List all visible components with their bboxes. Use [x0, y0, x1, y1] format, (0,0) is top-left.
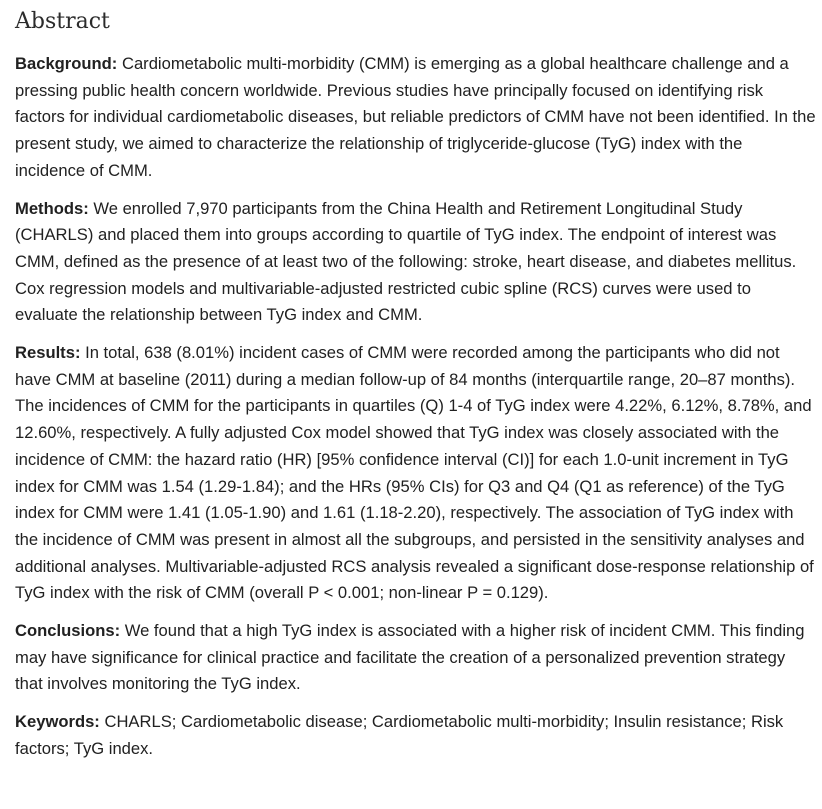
abstract-methods — [15, 196, 816, 330]
section-text: Cardiometabolic multi-morbidity (CMM) is emerging as a global healthcare challenge and a pressing public health concern worldwide. Previous studies have principally focused on identifying risk factors for individual cardiometabolic diseases, but reliable predictors of CMM have not been identified. In the present study, we aimed to characterize the relationship of triglyceride-glucose (TyG) index with the incidence of CMM. — [15, 54, 816, 180]
section-text: CHARLS; Cardiometabolic disease; Cardiometabolic multi-morbidity; Insulin resistance; Risk factors; TyG index. — [15, 712, 784, 758]
abstract-results — [15, 340, 816, 607]
section-label: Results: — [15, 343, 81, 363]
section-text: We found that a high TyG index is associated with a higher risk of incident CMM. This finding may have significance for clinical practice and facilitate the creation of a personalized prevention strategy that involves monitoring the TyG index. — [15, 621, 805, 694]
abstract-background — [15, 51, 816, 185]
section-label: Methods: — [15, 198, 89, 218]
abstract-keywords — [15, 709, 816, 762]
section-label: Background: — [15, 54, 118, 73]
section-text: In total, 638 (8.01%) incident cases of CMM were recorded among the participants who did not have CMM at baseline (2011) during a median follow-up of 84 months (interquartile range, 20–87 months). The incidences of CMM for the participants in quartiles (Q) 1-4 of TyG index were 4.22%, 6.12%, 8.78%, and 12.60%, respectively. A fully adjusted Cox model showed that TyG index was closely associated with the incidence of CMM: the hazard ratio (HR) [95% confidence interval (CI)] for each 1.0-unit increment in TyG index for CMM was 1.54 (1.29-1.84); and the HRs (95% CIs) for Q3 and Q4 (Q1 as reference) of the TyG index for CMM were 1.41 (1.05-1.90) and 1.61 (1.18-2.20), respectively. The association of TyG index with the incidence of CMM was present in almost all the subgroups, and persisted in the sensitivity analyses and additional analyses. Multivariable-adjusted RCS analysis revealed a significant dose-response relationship of TyG index with the risk of CMM (overall P < 0.001; non-linear P = 0.129). — [15, 343, 814, 603]
section-label: Keywords: — [15, 712, 100, 732]
section-text: We enrolled 7,970 participants from the China Health and Retirement Longitudinal Study (CHARLS) and placed them into groups according to quartile of TyG index. The endpoint of interest was CMM, defined as the presence of at least two of the following: stroke, heart disease, and diabetes mellitus. Cox regression models and multivariable-adjusted restricted cubic spline (RCS) curves were used to evaluate the relationship between TyG index and CMM. — [15, 198, 797, 325]
abstract-conclusions — [15, 618, 816, 698]
abstract-heading: Abstract — [15, 9, 110, 34]
section-label: Conclusions: — [15, 621, 121, 641]
